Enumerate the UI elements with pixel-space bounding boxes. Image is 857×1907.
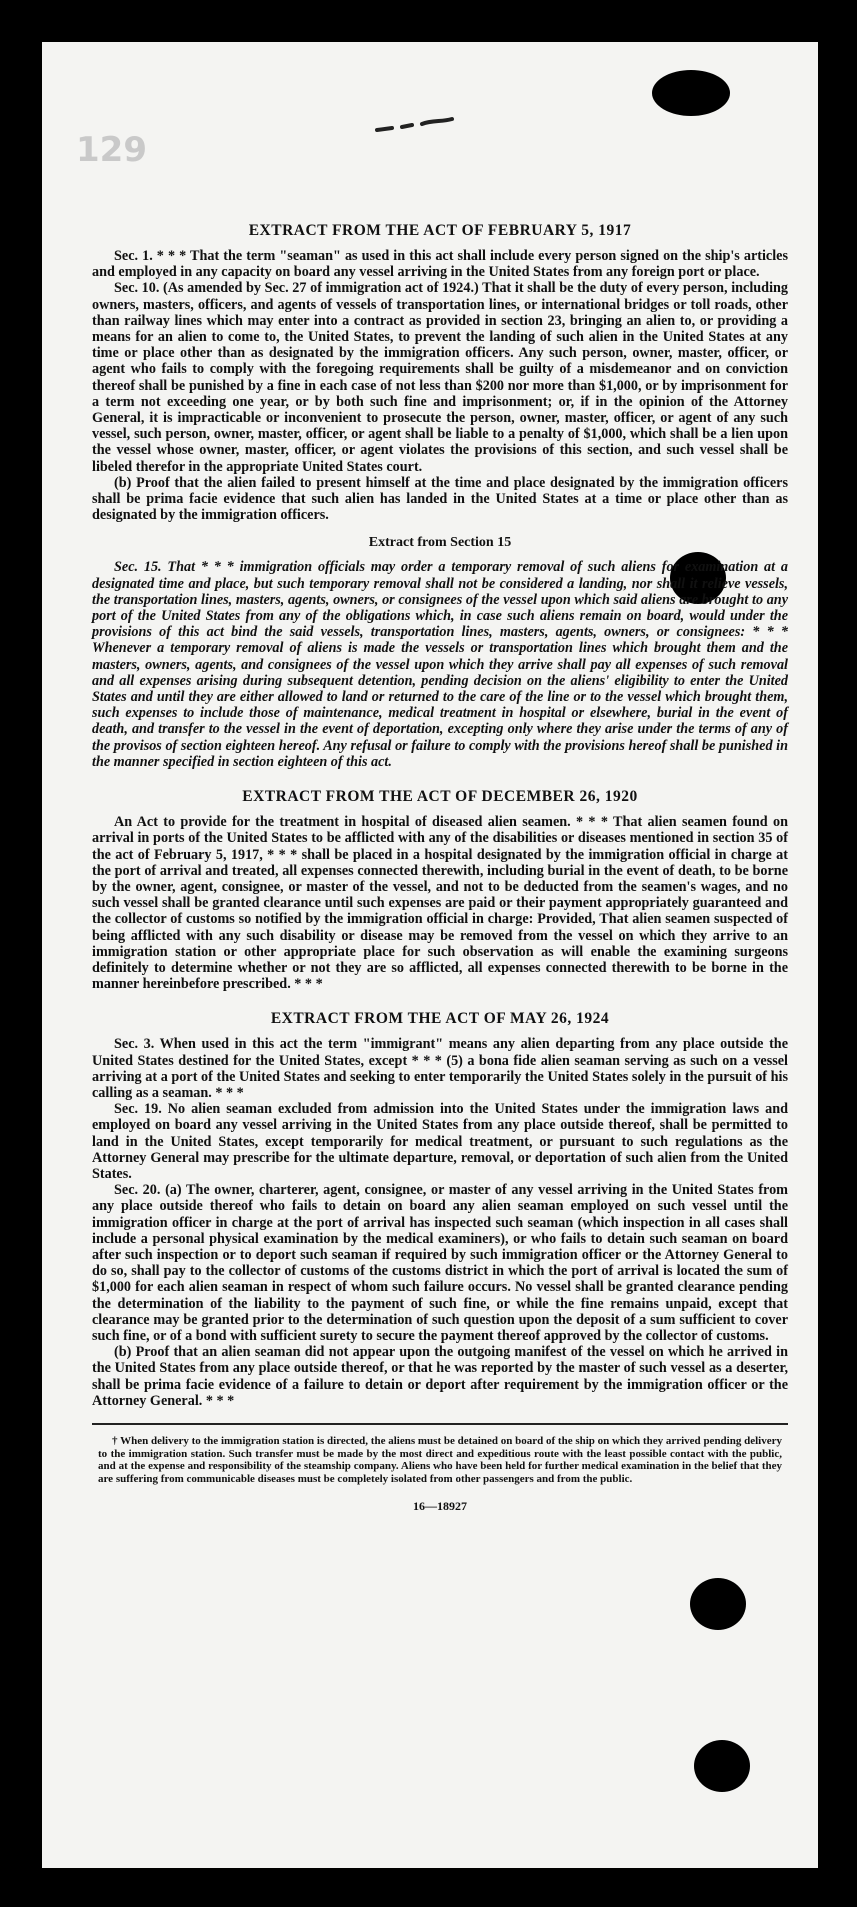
- document-page: [42, 42, 818, 1868]
- sec-1-paragraph: Sec. 1. * * * That the term "seaman" as used in this act shall include every person signed on the ship's articles and employed in any capacity on board any vessel arriving in the United States from any foreign port or place.: [92, 248, 788, 281]
- sec-10-paragraph: Sec. 10. (As amended by Sec. 27 of immigration act of 1924.) That it shall be the duty of every person, including owners, masters, officers, and agents of vessels of transportation lines, or international bridges or toll roads, other than railway lines which may enter into a contract as provided in section 23, bringing an alien to, or providing a means for an alien to come to, the United States, to prevent the landing of such alien in the United States at any time or place other than as designated by the immigration officers. Any such person, owner, master, officer, or agent who fails to comply with the foregoing requirements shall be guilty of a misdemeanor and on conviction thereof shall be punished by a fine in each case of not less than $200 nor more than $1,000, or by imprisonment for a term not exceeding one year, or by both such fine and imprisonment; or, if in the opinion of the Attorney General, it is impracticable or inconvenient to prosecute the person, owner, master, officer, or agent of any such vessel, such person, owner, master, officer, or agent shall be liable to a penalty of $1,000, which shall be a lien upon the vessel whose owner, master, officer, or agent violates the provisions of this section, and such vessel shall be libeled therefor in the appropriate United States court.: [92, 280, 788, 475]
- heading-act-1924: EXTRACT FROM THE ACT OF MAY 26, 1924: [270, 1010, 610, 1028]
- sec-15-paragraph: Sec. 15. That * * * immigration officials may order a temporary removal of such aliens for examination at a designated time and place, but such temporary removal shall not be considered a landing, nor shall it relieve vessels, the transportation lines, masters, agents, owners, or consignees of the vessel upon which said aliens are brought to any port of the United States from any of the obligations which, in case such aliens remain on board, would under the provisions of this act bind the said vessels, transportation lines, masters, agents, owners, or consignees: * * * Whenever a temporary removal of aliens is made the vessels or transportation lines which brought them and the masters, owners, agents, and consignees of the vessel upon which they arrive shall pay all expenses of such removal and all expenses arising during subsequent detention, pending decision on the aliens' eligibility to enter the United States and until they are either allowed to land or returned to the care of the line or to the vessel which brought them, such expenses to include those of maintenance, medical treatment in hospital or elsewhere, burial in the event of death, and transfer to the vessel in the event of deportation, excepting only where they arise under the terms of any of the provisos of section eighteen hereof. Any refusal or failure to comply with the provisions hereof shall be punished in the manner specified in section eighteen of this act.: [92, 559, 788, 770]
- sec-10b-paragraph: (b) Proof that the alien failed to present himself at the time and place designated by the immigration officers shall be prima facie evidence that such alien has landed in the United States at a time or place other than as designated by the immigration officers.: [92, 474, 788, 524]
- faint-stamp-number: 129: [76, 130, 147, 170]
- heading-act-1920: EXTRACT FROM THE ACT OF DECEMBER 26, 1920: [242, 788, 638, 806]
- punch-hole-bottom: [694, 1740, 750, 1792]
- sec-19-paragraph: Sec. 19. No alien seaman excluded from admission into the United States under the immigration laws and employed on board any vessel arriving in the United States from any place outside thereof, shall be permitted to land in the United States, except temporarily for medical treatment, or pursuant to such regulations as the Attorney General may prescribe for the ultimate departure, removal, or deportation of such alien from the United States.: [92, 1101, 788, 1182]
- form-code: 16—18927: [413, 1499, 467, 1513]
- sec-20b-paragraph: (b) Proof that an alien seaman did not appear upon the outgoing manifest of the vessel on which he arrived in the United States from any place outside thereof, or that he was reported by the master of such vessel as a deserter, shall be prima facie evidence of a failure to detain or deport after requirement by the immigration officer or the Attorney General. * * *: [92, 1344, 788, 1409]
- punch-hole-top: [652, 70, 730, 116]
- sec-3-paragraph: Sec. 3. When used in this act the term "immigrant" means any alien departing from any place outside the United States destined for the United States, except * * * (5) a bona fide alien seaman serving as such on a vessel arriving at a port of the United States and seeking to enter temporarily the United States solely in the pursuit of his calling as a seaman. * * *: [92, 1036, 788, 1101]
- footnote: † When delivery to the immigration station is directed, the aliens must be detained on board of the ship on which they arrived pending delivery to the immigration station. Such transfer must be made by the most direct and expeditious route with the least possible contact with the public, and at the expense and responsibility of the steamship company. Aliens who have been held for further medical examination in the belief that they are suffering from communicable diseases must be completely isolated from other passengers and from the public.: [98, 1435, 782, 1485]
- sec-20a-paragraph: Sec. 20. (a) The owner, charterer, agent, consignee, or master of any vessel arriving in the United States from any place outside thereof who fails to detain on board any alien seaman employed on such vessel until the immigration officer in charge at the port of arrival has inspected such seaman (which inspection in all cases shall include a personal physical examination by the medical examiners), or who fails to detain such seaman on board after such inspection or to deport such seaman if required by such immigration officer or the Attorney General to do so, shall pay to the collector of customs of the customs district in which the port of arrival is located the sum of $1,000 for each alien seaman in respect of whom such failure occurs. No vessel shall be granted clearance pending the determination of the liability to the payment of such fine, or while the fine remains unpaid, except that clearance may be granted prior to the determination of such question upon the deposit of a sum sufficient to cover such fine, or of a bond with sufficient surety to secure the payment thereof approved by the collector of customs.: [92, 1182, 788, 1344]
- footnote-divider: [92, 1423, 788, 1425]
- heading-section-15: Extract from Section 15: [368, 535, 512, 551]
- document-body: [92, 202, 788, 1514]
- punch-hole-bottom-upper: [690, 1578, 746, 1630]
- act-1920-paragraph: An Act to provide for the treatment in hospital of diseased alien seamen. * * * That alien seamen found on arrival in ports of the United States to be afflicted with any of the disabilities or diseases mentioned in section 35 of the act of February 5, 1917, * * * shall be placed in a hospital designated by the immigration official in charge at the port of arrival and treated, all expenses connected therewith, including burial in the event of death, to be borne by the owner, agent, consignee, or master of the vessel, and not to be deducted from the seamen's wages, and no such vessel shall be granted clearance until such expenses are paid or their payment appropriately guaranteed and the collector of customs so notified by the immigration official in charge: Provided, That alien seamen suspected of being afflicted with any such disability or disease may be removed from the vessel on which they arrive to an immigration station or other appropriate place for such observation as will enable the examining surgeons definitely to determine whether or not they are so afflicted, all expenses connected therewith to be borne in the manner hereinbefore prescribed. * * *: [92, 814, 788, 993]
- heading-act-1917: EXTRACT FROM THE ACT OF FEBRUARY 5, 1917: [248, 222, 632, 239]
- ink-scribble: [372, 102, 482, 142]
